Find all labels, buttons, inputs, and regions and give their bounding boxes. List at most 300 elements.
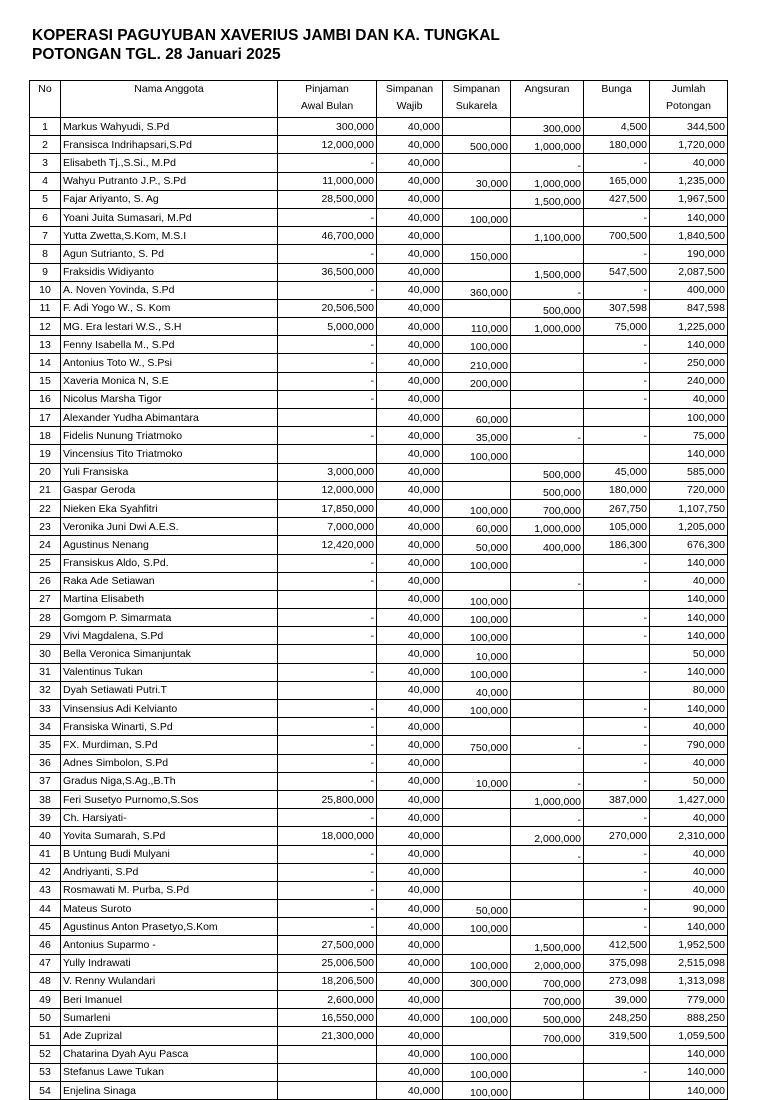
- cell-no: 4: [30, 172, 61, 190]
- cell-simpanan-sukarela: 40,000: [443, 681, 511, 699]
- cell-simpanan-sukarela: 210,000: [443, 354, 511, 372]
- cell-simpanan-wajib: 40,000: [377, 1009, 443, 1027]
- cell-angsuran: -: [511, 572, 584, 590]
- cell-nama: Vinsensius Adi Kelvianto: [61, 700, 278, 718]
- cell-simpanan-sukarela: [443, 936, 511, 954]
- cell-simpanan-sukarela: 360,000: [443, 281, 511, 299]
- cell-jumlah: 1,107,750: [650, 499, 728, 517]
- cell-no: 26: [30, 572, 61, 590]
- cell-nama: A. Noven Yovinda, S.Pd: [61, 281, 278, 299]
- cell-no: 28: [30, 609, 61, 627]
- cell-bunga: -: [584, 554, 650, 572]
- table-row: [30, 881, 728, 899]
- cell-simpanan-sukarela: [443, 299, 511, 317]
- table-row: [30, 281, 728, 299]
- cell-pinjaman: -: [278, 845, 377, 863]
- cell-nama: Yoani Juita Sumasari, M.Pd: [61, 208, 278, 226]
- cell-no: 1: [30, 118, 61, 136]
- cell-bunga: -: [584, 863, 650, 881]
- cell-no: 32: [30, 681, 61, 699]
- cell-jumlah: 40,000: [650, 754, 728, 772]
- cell-nama: F. Adi Yogo W., S. Kom: [61, 299, 278, 317]
- cell-simpanan-sukarela: 35,000: [443, 427, 511, 445]
- cell-jumlah: 1,059,500: [650, 1027, 728, 1045]
- cell-nama: Nieken Eka Syahfitri: [61, 499, 278, 517]
- table-row: [30, 1081, 728, 1099]
- cell-simpanan-sukarela: 750,000: [443, 736, 511, 754]
- cell-angsuran: 1,000,000: [511, 172, 584, 190]
- cell-nama: Mateus Suroto: [61, 900, 278, 918]
- table-row: [30, 518, 728, 536]
- cell-simpanan-wajib: 40,000: [377, 390, 443, 408]
- cell-simpanan-wajib: 40,000: [377, 645, 443, 663]
- cell-simpanan-sukarela: 100,000: [443, 336, 511, 354]
- cell-angsuran: -: [511, 154, 584, 172]
- cell-angsuran: [511, 354, 584, 372]
- cell-pinjaman: -: [278, 881, 377, 899]
- cell-simpanan-wajib: 40,000: [377, 409, 443, 427]
- cell-nama: MG. Era lestari W.S., S.H: [61, 318, 278, 336]
- cell-nama: Adnes Simbolon, S.Pd: [61, 754, 278, 772]
- table-row: [30, 772, 728, 790]
- cell-no: 29: [30, 627, 61, 645]
- cell-bunga: 427,500: [584, 190, 650, 208]
- cell-no: 42: [30, 863, 61, 881]
- cell-angsuran: 500,000: [511, 1009, 584, 1027]
- cell-simpanan-sukarela: [443, 754, 511, 772]
- cell-no: 41: [30, 845, 61, 863]
- cell-no: 8: [30, 245, 61, 263]
- cell-nama: Antonius Suparmo -: [61, 936, 278, 954]
- cell-bunga: -: [584, 700, 650, 718]
- cell-nama: Wahyu Putranto J.P., S.Pd: [61, 172, 278, 190]
- cell-jumlah: 140,000: [650, 627, 728, 645]
- table-row: [30, 790, 728, 808]
- cell-simpanan-sukarela: 100,000: [443, 590, 511, 608]
- cell-simpanan-wajib: 40,000: [377, 372, 443, 390]
- cell-no: 25: [30, 554, 61, 572]
- cell-simpanan-wajib: 40,000: [377, 1045, 443, 1063]
- cell-nama: Xaveria Monica N, S.E: [61, 372, 278, 390]
- cell-no: 24: [30, 536, 61, 554]
- cell-bunga: [584, 1045, 650, 1063]
- table-row: [30, 936, 728, 954]
- cell-nama: Raka Ade Setiawan: [61, 572, 278, 590]
- cell-bunga: [584, 681, 650, 699]
- cell-pinjaman: -: [278, 281, 377, 299]
- cell-angsuran: [511, 1081, 584, 1099]
- table-row: [30, 972, 728, 990]
- cell-pinjaman: 27,500,000: [278, 936, 377, 954]
- header-pinjaman: Pinjaman Awal Bulan: [278, 81, 377, 118]
- table-row: [30, 627, 728, 645]
- cell-simpanan-sukarela: 50,000: [443, 900, 511, 918]
- cell-no: 12: [30, 318, 61, 336]
- cell-no: 45: [30, 918, 61, 936]
- cell-simpanan-sukarela: 100,000: [443, 1045, 511, 1063]
- cell-angsuran: [511, 445, 584, 463]
- cell-no: 16: [30, 390, 61, 408]
- cell-simpanan-sukarela: 100,000: [443, 663, 511, 681]
- cell-no: 50: [30, 1009, 61, 1027]
- cell-simpanan-wajib: 40,000: [377, 845, 443, 863]
- cell-nama: Ade Zuprizal: [61, 1027, 278, 1045]
- title-line-1: KOPERASI PAGUYUBAN XAVERIUS JAMBI DAN KA. TUNGKAL: [32, 27, 500, 44]
- cell-nama: Dyah Setiawati Putri.T: [61, 681, 278, 699]
- cell-pinjaman: 12,000,000: [278, 481, 377, 499]
- cell-simpanan-wajib: 40,000: [377, 154, 443, 172]
- cell-bunga: -: [584, 754, 650, 772]
- cell-no: 37: [30, 772, 61, 790]
- cell-nama: Nicolus Marsha Tigor: [61, 390, 278, 408]
- cell-nama: Alexander Yudha Abimantara: [61, 409, 278, 427]
- cell-nama: Sumarleni: [61, 1009, 278, 1027]
- table-row: [30, 572, 728, 590]
- table-row: [30, 172, 728, 190]
- cell-nama: Elisabeth Tj.,S.Si., M.Pd: [61, 154, 278, 172]
- cell-simpanan-wajib: 40,000: [377, 172, 443, 190]
- cell-angsuran: 700,000: [511, 1027, 584, 1045]
- cell-simpanan-wajib: 40,000: [377, 809, 443, 827]
- table-row: [30, 900, 728, 918]
- cell-nama: Gomgom P. Simarmata: [61, 609, 278, 627]
- cell-nama: Fidelis Nunung Triatmoko: [61, 427, 278, 445]
- cell-nama: Antonius Toto W., S.Psi: [61, 354, 278, 372]
- table-row: [30, 954, 728, 972]
- cell-bunga: -: [584, 900, 650, 918]
- cell-angsuran: -: [511, 772, 584, 790]
- cell-simpanan-wajib: 40,000: [377, 245, 443, 263]
- cell-angsuran: [511, 881, 584, 899]
- cell-simpanan-wajib: 40,000: [377, 590, 443, 608]
- table-row: [30, 918, 728, 936]
- cell-no: 44: [30, 900, 61, 918]
- cell-simpanan-wajib: 40,000: [377, 881, 443, 899]
- cell-no: 53: [30, 1063, 61, 1081]
- cell-angsuran: -: [511, 281, 584, 299]
- cell-bunga: 412,500: [584, 936, 650, 954]
- cell-nama: Enjelina Sinaga: [61, 1081, 278, 1099]
- cell-pinjaman: 5,000,000: [278, 318, 377, 336]
- table-row: [30, 827, 728, 845]
- cell-simpanan-wajib: 40,000: [377, 227, 443, 245]
- cell-jumlah: 140,000: [650, 208, 728, 226]
- table-row: [30, 663, 728, 681]
- cell-pinjaman: -: [278, 918, 377, 936]
- cell-pinjaman: -: [278, 208, 377, 226]
- cell-no: 19: [30, 445, 61, 463]
- cell-jumlah: 1,205,000: [650, 518, 728, 536]
- cell-simpanan-sukarela: 100,000: [443, 445, 511, 463]
- cell-no: 21: [30, 481, 61, 499]
- cell-jumlah: 140,000: [650, 663, 728, 681]
- cell-angsuran: 700,000: [511, 499, 584, 517]
- cell-no: 39: [30, 809, 61, 827]
- cell-pinjaman: 7,000,000: [278, 518, 377, 536]
- cell-jumlah: 140,000: [650, 445, 728, 463]
- cell-simpanan-sukarela: [443, 845, 511, 863]
- cell-jumlah: 40,000: [650, 572, 728, 590]
- cell-angsuran: [511, 336, 584, 354]
- table-row: [30, 354, 728, 372]
- cell-bunga: -: [584, 609, 650, 627]
- cell-angsuran: [511, 409, 584, 427]
- cell-pinjaman: -: [278, 718, 377, 736]
- table-row: [30, 427, 728, 445]
- cell-bunga: 547,500: [584, 263, 650, 281]
- cell-simpanan-sukarela: 150,000: [443, 245, 511, 263]
- cell-jumlah: 140,000: [650, 336, 728, 354]
- cell-pinjaman: 46,700,000: [278, 227, 377, 245]
- cell-pinjaman: 12,420,000: [278, 536, 377, 554]
- cell-angsuran: -: [511, 736, 584, 754]
- cell-pinjaman: [278, 409, 377, 427]
- cell-bunga: 75,000: [584, 318, 650, 336]
- cell-simpanan-sukarela: [443, 572, 511, 590]
- cell-angsuran: [511, 863, 584, 881]
- cell-angsuran: 2,000,000: [511, 954, 584, 972]
- cell-no: 17: [30, 409, 61, 427]
- cell-no: 46: [30, 936, 61, 954]
- cell-no: 2: [30, 136, 61, 154]
- cell-pinjaman: [278, 445, 377, 463]
- cell-jumlah: 1,225,000: [650, 318, 728, 336]
- cell-angsuran: 500,000: [511, 463, 584, 481]
- cell-bunga: -: [584, 718, 650, 736]
- table-row: [30, 754, 728, 772]
- table-row: [30, 227, 728, 245]
- cell-bunga: 319,500: [584, 1027, 650, 1045]
- table-row: [30, 445, 728, 463]
- cell-jumlah: 40,000: [650, 718, 728, 736]
- cell-pinjaman: 12,000,000: [278, 136, 377, 154]
- cell-bunga: -: [584, 1063, 650, 1081]
- cell-simpanan-wajib: 40,000: [377, 427, 443, 445]
- cell-bunga: -: [584, 390, 650, 408]
- cell-simpanan-sukarela: 500,000: [443, 136, 511, 154]
- cell-simpanan-wajib: 40,000: [377, 190, 443, 208]
- table-row: [30, 390, 728, 408]
- cell-bunga: -: [584, 208, 650, 226]
- cell-no: 48: [30, 972, 61, 990]
- cell-nama: Gaspar Geroda: [61, 481, 278, 499]
- cell-angsuran: 700,000: [511, 991, 584, 1009]
- cell-angsuran: [511, 627, 584, 645]
- cell-pinjaman: -: [278, 754, 377, 772]
- cell-no: 15: [30, 372, 61, 390]
- document-title: [32, 26, 500, 64]
- cell-simpanan-wajib: 40,000: [377, 1063, 443, 1081]
- cell-pinjaman: 16,550,000: [278, 1009, 377, 1027]
- cell-pinjaman: -: [278, 336, 377, 354]
- cell-simpanan-sukarela: [443, 190, 511, 208]
- cell-simpanan-sukarela: [443, 481, 511, 499]
- table-row: [30, 481, 728, 499]
- cell-simpanan-wajib: 40,000: [377, 136, 443, 154]
- cell-bunga: -: [584, 663, 650, 681]
- cell-bunga: -: [584, 881, 650, 899]
- cell-simpanan-wajib: 40,000: [377, 1027, 443, 1045]
- cell-bunga: [584, 590, 650, 608]
- table-row: [30, 1027, 728, 1045]
- cell-angsuran: -: [511, 427, 584, 445]
- cell-angsuran: [511, 590, 584, 608]
- cell-simpanan-sukarela: 100,000: [443, 499, 511, 517]
- cell-jumlah: 2,310,000: [650, 827, 728, 845]
- cell-simpanan-wajib: 40,000: [377, 572, 443, 590]
- cell-pinjaman: -: [278, 554, 377, 572]
- cell-nama: Stefanus Lawe Tukan: [61, 1063, 278, 1081]
- table-row: [30, 136, 728, 154]
- cell-angsuran: [511, 918, 584, 936]
- cell-simpanan-sukarela: [443, 263, 511, 281]
- cell-no: 36: [30, 754, 61, 772]
- cell-bunga: 186,300: [584, 536, 650, 554]
- cell-bunga: [584, 1081, 650, 1099]
- cell-simpanan-wajib: 40,000: [377, 463, 443, 481]
- cell-bunga: 45,000: [584, 463, 650, 481]
- cell-jumlah: 1,967,500: [650, 190, 728, 208]
- cell-nama: Vivi Magdalena, S.Pd: [61, 627, 278, 645]
- cell-bunga: -: [584, 336, 650, 354]
- cell-pinjaman: -: [278, 663, 377, 681]
- cell-simpanan-sukarela: [443, 790, 511, 808]
- cell-simpanan-sukarela: 100,000: [443, 1009, 511, 1027]
- cell-angsuran: 1,500,000: [511, 936, 584, 954]
- table-row: [30, 845, 728, 863]
- cell-nama: Fajar Ariyanto, S. Ag: [61, 190, 278, 208]
- cell-bunga: 180,000: [584, 136, 650, 154]
- cell-bunga: 273,098: [584, 972, 650, 990]
- cell-simpanan-wajib: 40,000: [377, 445, 443, 463]
- cell-nama: Fransiskus Aldo, S.Pd.: [61, 554, 278, 572]
- cell-simpanan-sukarela: 50,000: [443, 536, 511, 554]
- cell-angsuran: 1,000,000: [511, 790, 584, 808]
- cell-bunga: -: [584, 154, 650, 172]
- cell-pinjaman: 28,500,000: [278, 190, 377, 208]
- cell-angsuran: [511, 609, 584, 627]
- cell-angsuran: 500,000: [511, 481, 584, 499]
- cell-simpanan-wajib: 40,000: [377, 900, 443, 918]
- cell-simpanan-wajib: 40,000: [377, 863, 443, 881]
- cell-nama: Markus Wahyudi, S.Pd: [61, 118, 278, 136]
- cell-nama: Ch. Harsiyati-: [61, 809, 278, 827]
- cell-nama: Chatarina Dyah Ayu Pasca: [61, 1045, 278, 1063]
- cell-jumlah: 40,000: [650, 863, 728, 881]
- cell-simpanan-sukarela: [443, 863, 511, 881]
- cell-jumlah: 400,000: [650, 281, 728, 299]
- cell-angsuran: [511, 645, 584, 663]
- cell-bunga: 105,000: [584, 518, 650, 536]
- cell-jumlah: 720,000: [650, 481, 728, 499]
- cell-angsuran: 1,500,000: [511, 190, 584, 208]
- title-line-2: POTONGAN TGL. 28 Januari 2025: [32, 46, 281, 63]
- cell-pinjaman: [278, 681, 377, 699]
- cell-bunga: [584, 445, 650, 463]
- table-row: [30, 263, 728, 281]
- cell-simpanan-wajib: 40,000: [377, 481, 443, 499]
- header-bunga: Bunga: [584, 81, 650, 118]
- cell-simpanan-wajib: 40,000: [377, 972, 443, 990]
- cell-simpanan-wajib: 40,000: [377, 627, 443, 645]
- cell-nama: Agun Sutrianto, S. Pd: [61, 245, 278, 263]
- cell-angsuran: 1,100,000: [511, 227, 584, 245]
- cell-simpanan-sukarela: 100,000: [443, 208, 511, 226]
- header-simpanan-sukarela: Simpanan Sukarela: [443, 81, 511, 118]
- cell-simpanan-sukarela: [443, 881, 511, 899]
- cell-simpanan-wajib: 40,000: [377, 790, 443, 808]
- cell-angsuran: [511, 700, 584, 718]
- cell-angsuran: [511, 245, 584, 263]
- cell-simpanan-wajib: 40,000: [377, 118, 443, 136]
- cell-angsuran: [511, 208, 584, 226]
- cell-jumlah: 888,250: [650, 1009, 728, 1027]
- cell-jumlah: 40,000: [650, 845, 728, 863]
- cell-jumlah: 100,000: [650, 409, 728, 427]
- cell-angsuran: 2,000,000: [511, 827, 584, 845]
- cell-no: 22: [30, 499, 61, 517]
- cell-simpanan-sukarela: 110,000: [443, 318, 511, 336]
- cell-simpanan-wajib: 40,000: [377, 281, 443, 299]
- cell-jumlah: 344,500: [650, 118, 728, 136]
- cell-jumlah: 585,000: [650, 463, 728, 481]
- cell-no: 51: [30, 1027, 61, 1045]
- cell-nama: FX. Murdiman, S.Pd: [61, 736, 278, 754]
- cell-pinjaman: [278, 590, 377, 608]
- cell-simpanan-sukarela: 30,000: [443, 172, 511, 190]
- cell-angsuran: 500,000: [511, 299, 584, 317]
- cell-no: 54: [30, 1081, 61, 1099]
- cell-pinjaman: -: [278, 772, 377, 790]
- table-row: [30, 208, 728, 226]
- cell-pinjaman: -: [278, 354, 377, 372]
- cell-nama: V. Renny Wulandari: [61, 972, 278, 990]
- cell-simpanan-sukarela: 200,000: [443, 372, 511, 390]
- cell-angsuran: [511, 1045, 584, 1063]
- cell-pinjaman: 2,600,000: [278, 991, 377, 1009]
- cell-simpanan-sukarela: 100,000: [443, 954, 511, 972]
- cell-no: 5: [30, 190, 61, 208]
- cell-simpanan-wajib: 40,000: [377, 718, 443, 736]
- cell-bunga: -: [584, 736, 650, 754]
- cell-nama: Fraksidis Widiyanto: [61, 263, 278, 281]
- cell-simpanan-wajib: 40,000: [377, 1081, 443, 1099]
- cell-no: 27: [30, 590, 61, 608]
- cell-pinjaman: -: [278, 736, 377, 754]
- table-row: [30, 499, 728, 517]
- table-row: [30, 863, 728, 881]
- cell-jumlah: 2,087,500: [650, 263, 728, 281]
- cell-no: 9: [30, 263, 61, 281]
- table-row: [30, 718, 728, 736]
- cell-angsuran: 1,000,000: [511, 318, 584, 336]
- cell-jumlah: 90,000: [650, 900, 728, 918]
- header-nama: Nama Anggota: [61, 81, 278, 118]
- cell-simpanan-sukarela: 100,000: [443, 1063, 511, 1081]
- cell-pinjaman: 36,500,000: [278, 263, 377, 281]
- table-row: [30, 554, 728, 572]
- cell-angsuran: [511, 754, 584, 772]
- table-row: [30, 809, 728, 827]
- cell-pinjaman: -: [278, 700, 377, 718]
- cell-jumlah: 190,000: [650, 245, 728, 263]
- cell-no: 31: [30, 663, 61, 681]
- cell-jumlah: 140,000: [650, 554, 728, 572]
- cell-simpanan-sukarela: 100,000: [443, 554, 511, 572]
- cell-nama: Beri Imanuel: [61, 991, 278, 1009]
- cell-nama: Fransiska Winarti, S.Pd: [61, 718, 278, 736]
- cell-simpanan-wajib: 40,000: [377, 754, 443, 772]
